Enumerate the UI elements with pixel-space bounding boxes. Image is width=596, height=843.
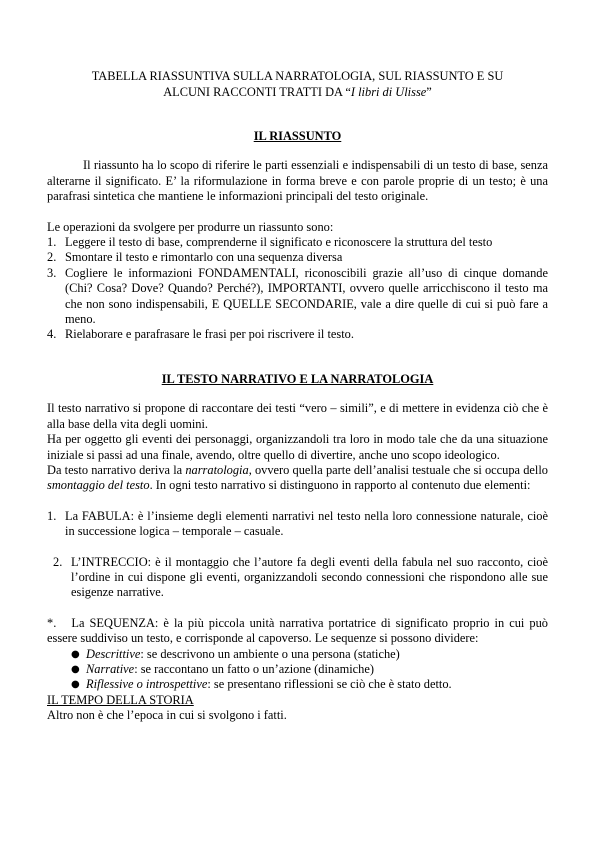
- bullet-icon: ●: [71, 663, 80, 675]
- riassunto-ops-intro: Le operazioni da svolgere per produrre un riassunto sono:: [47, 219, 334, 234]
- section-heading-narratologia: IL TESTO NARRATIVO E LA NARRATOLOGIA: [161, 371, 434, 386]
- riassunto-steps-list: [47, 235, 548, 343]
- riassunto-intro: Il riassunto ha lo scopo di riferire le parti essenziali e indispensabili di un testo di base, senza alterarne il significato. E’ la riformulazione in forma breve e con parole proprie di un testo; è una parafrasi sintetica che mantiene le informazioni principali del testo originale.: [47, 158, 548, 204]
- narratologia-paragraph-1: Il testo narrativo si propone di raccontare dei testi “vero – simili”, e di mettere in evidenza ciò che è alla base della vita degli uomini.: [47, 401, 548, 431]
- section-heading-riassunto: IL RIASSUNTO: [253, 129, 342, 143]
- list-item: ● Riflessive o introspettive: se presentano riflessioni se ciò che è stato detto.: [71, 677, 452, 692]
- bullet-icon: ●: [71, 679, 80, 691]
- list-item: 3. Cogliere le informazioni FONDAMENTALI, riconoscibili grazie all’uso di cinque domande (Chi? Cosa? Dove? Quando? Perché?), IMPORTANTI, ovvero quelle arricchiscono il testo ma che non sono indispensabili, E QUELLE SECONDARIE, vale a dire quelle di cui si può fare a meno.: [47, 265, 548, 327]
- document-content: [47, 68, 548, 724]
- sequenza-definition: *. La SEQUENZA: è la più piccola unità narrativa portatrice di significato proprio in cui può essere suddiviso un testo, e corrisponde al capoverso. Le sequenze si possono dividere:: [47, 615, 548, 646]
- list-item: 2. Smontare il testo e rimontarlo con una sequenza diversa: [47, 250, 343, 265]
- title-line-1: TABELLA RIASSUNTIVA SULLA NARRATOLOGIA, SUL RIASSUNTO E SU: [91, 69, 504, 83]
- narratologia-paragraph-2: Ha per oggetto gli eventi dei personaggi, organizzandoli tra loro in modo tale che da una situazione iniziale si passi ad una finale, avendo, oltre quello di divertire, anche uno scopo ideologico.: [47, 432, 548, 462]
- list-item: 1. Leggere il testo di base, comprenderne il significato e riconoscere la struttura del testo: [47, 235, 493, 250]
- bullet-icon: ●: [71, 648, 80, 660]
- tempo-heading: IL TEMPO DELLA STORIA: [47, 692, 194, 707]
- book-title: I libri di Ulisse: [350, 85, 427, 99]
- tempo-text: Altro non è che l’epoca in cui si svolgono i fatti.: [47, 708, 287, 723]
- narratologia-paragraph-3: Da testo narrativo deriva la narratologia, ovvero quella parte dell’analisi testuale che si occupa dello smontaggio del testo. In ogni testo narrativo si distinguono in rapporto al contenuto due elementi:: [47, 462, 548, 493]
- list-item: 4. Rielaborare e parafrasare le frasi per poi riscrivere il testo.: [47, 327, 354, 342]
- document-title: [47, 68, 548, 100]
- list-item: ● Narrative: se raccontano un fatto o un’azione (dinamiche): [71, 661, 374, 676]
- fabula-definition: 1. La FABULA: è l’insieme degli elementi narrativi nel testo nella loro connessione naturale, cioè in successione logica – temporale – casuale.: [47, 508, 548, 539]
- sequence-types-list: [47, 647, 548, 693]
- intreccio-definition: 2. L’INTRECCIO: è il montaggio che l’autore fa degli eventi della fabula nel suo racconto, cioè l’ordine in cui dispone gli eventi, organizzandoli secondo connessioni che rispondono alle sue esigenze narrative.: [53, 554, 548, 600]
- title-line-2: ALCUNI RACCONTI TRATTI DA “I libri di Ulisse”: [163, 85, 432, 99]
- list-item: ● Descrittive: se descrivono un ambiente o una persona (statiche): [71, 646, 400, 661]
